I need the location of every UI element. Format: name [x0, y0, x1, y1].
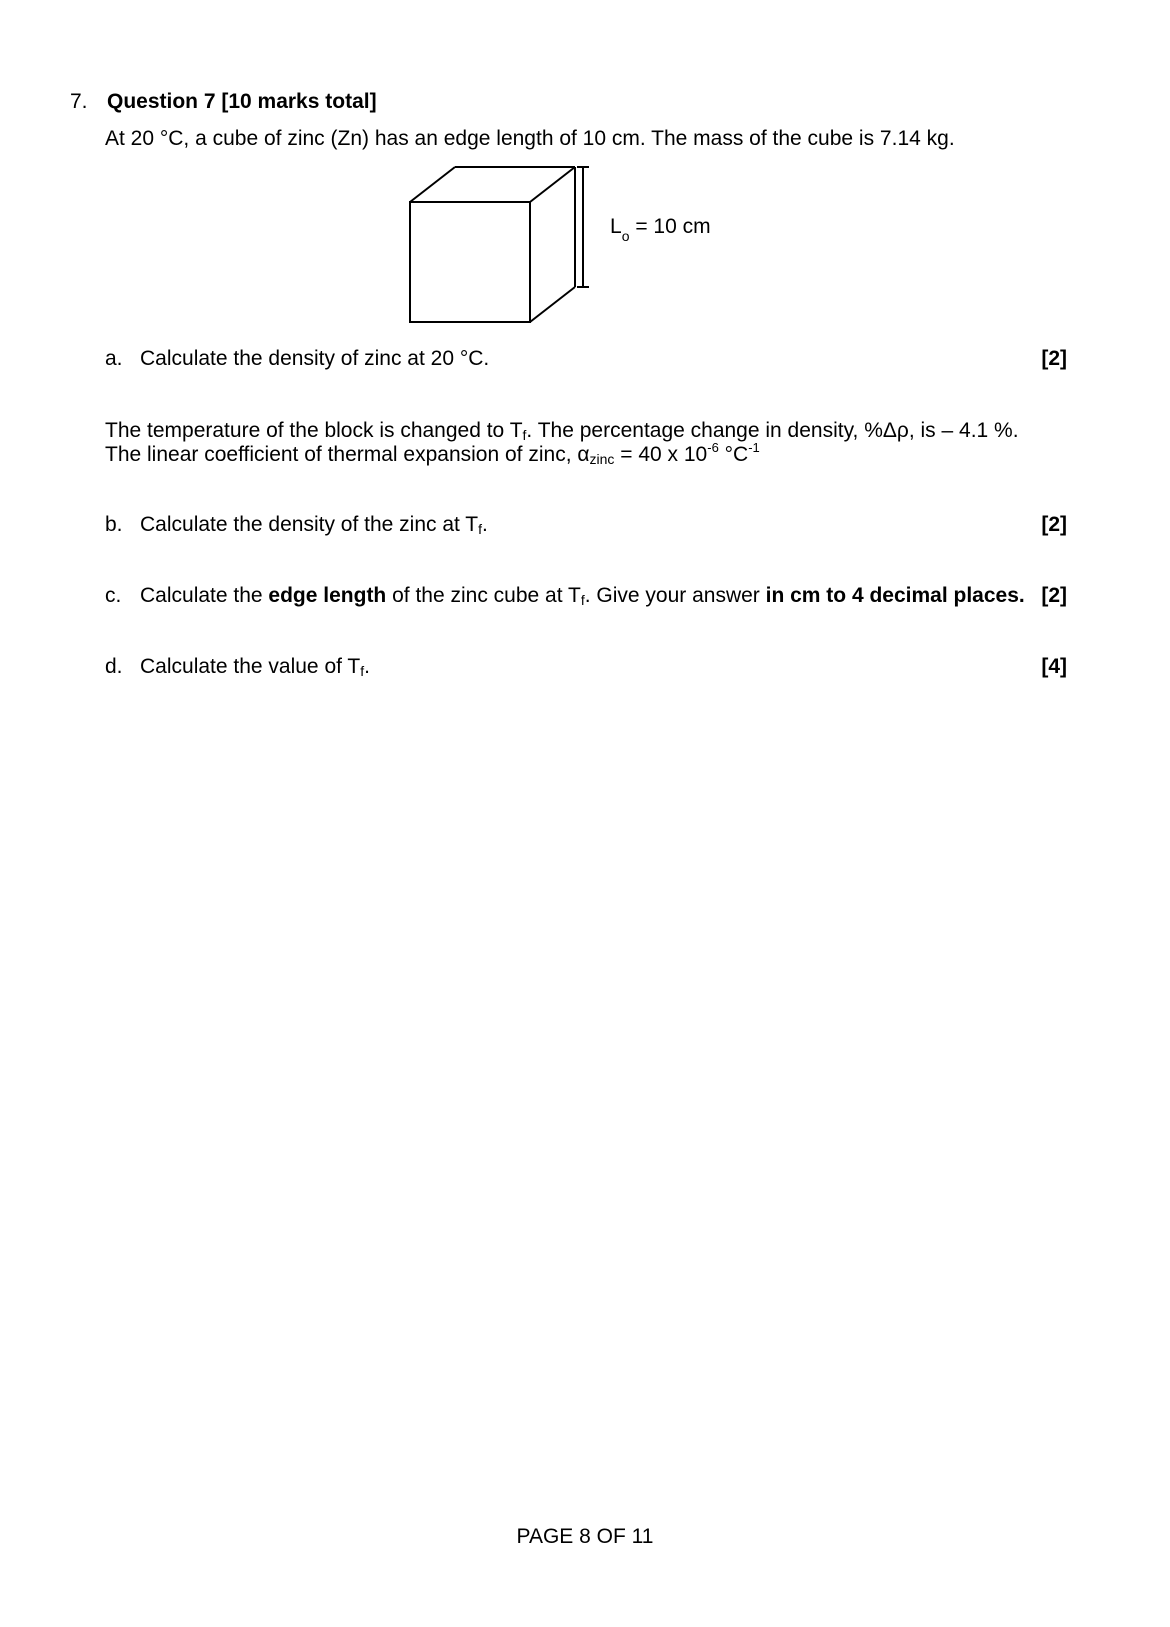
part-c-letter: c. [105, 584, 122, 607]
cube-top-right-edge [530, 167, 575, 202]
part-b-marks: [2] [1041, 513, 1067, 536]
info-line-2: The linear coefficient of thermal expansion of zinc, αzinc = 40 x $10^{-6}$ $^\circ C^{-1}$ [105, 440, 760, 467]
part-a-text: Calculate the density of zinc at 20 °C. [140, 347, 490, 370]
part-b-text: Calculate the density of the zinc at Tf. [140, 513, 488, 537]
part-c-marks: [2] [1041, 584, 1067, 607]
cube-top-left-edge [410, 167, 455, 202]
cube-front-face [410, 202, 530, 322]
info-line-1: The temperature of the block is changed to Tf. The percentage change in density, %Δρ, is – 4.1 %. [105, 419, 1019, 443]
question-number: 7. [70, 90, 88, 113]
cube-diagram [405, 165, 605, 335]
part-d-letter: d. [105, 655, 123, 678]
question-title: Question 7 [10 marks total] [107, 90, 377, 113]
part-d-text: Calculate the value of Tf. [140, 655, 370, 679]
part-a-letter: a. [105, 347, 123, 370]
edge-length-label: $L_o = 10$ cm [610, 215, 711, 244]
part-c-text: Calculate the edge length of the zinc cube at Tf. Give your answer in cm to 4 decimal places. [140, 584, 1025, 608]
part-a-marks: [2] [1041, 347, 1067, 370]
part-d-marks: [4] [1041, 655, 1067, 678]
page-footer: PAGE 8 OF 11 [516, 1525, 654, 1548]
question-intro: At 20 °C, a cube of zinc (Zn) has an edge length of 10 cm. The mass of the cube is 7.14 kg. [105, 127, 955, 150]
part-b-letter: b. [105, 513, 123, 536]
cube-bottom-right-edge [530, 287, 575, 322]
